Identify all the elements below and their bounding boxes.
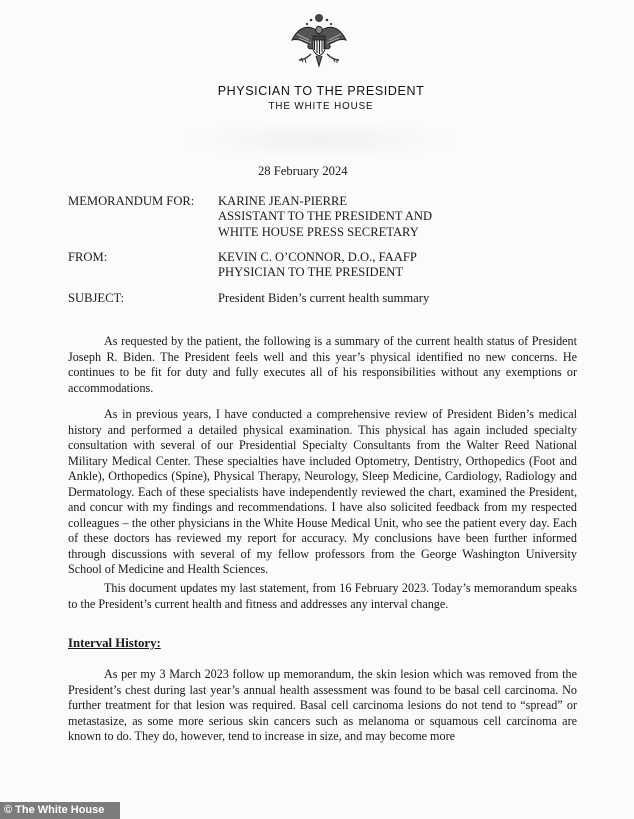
source-watermark (0, 802, 120, 819)
scan-shadow (180, 120, 460, 160)
letterhead-title: PHYSICIAN TO THE PRESIDENT (217, 84, 425, 98)
from-sender (218, 250, 417, 281)
memo-date: 28 February 2024 (258, 164, 348, 178)
recipient-line: WHITE HOUSE PRESS SECRETARY (218, 224, 419, 239)
watermark-text: © The White House (4, 804, 105, 816)
subject-text: President Biden’s current health summary (218, 291, 430, 305)
letterhead-subtitle: THE WHITE HOUSE (268, 101, 374, 112)
body-paragraph-summary: As requested by the patient, the following is a summary of the current health status of President Joseph R. Biden. The President feels well and this year’s physical identified no new concerns. He continues to be fit for duty and fully executes all of his responsibilities without any exemptions or accommodations. (68, 334, 577, 395)
sender-line: KEVIN C. O’CONNOR, D.O., FAAFP (218, 250, 417, 264)
memorandum-for-recipient (218, 194, 432, 240)
recipient-line: KARINE JEAN-PIERRE (218, 194, 348, 208)
body-paragraph-review: As in previous years, I have conducted a comprehensive review of President Biden’s medical history and performed a detailed physical examination. This physical has again included specialty consultation with several of our Presidential Specialty Consultants from the Walter Reed National Military Medical Center. These specialties have included Optometry, Dentistry, Orthopedics (Foot and Ankle), Orthopedics (Spine), Physical Therapy, Neurology, Sleep Medicine, Cardiology, Radiology and Dermatology. Each of these specialists have independently reviewed the chart, examined the President, and concur with my findings and recommendations. I have also solicited feedback from my respected colleagues – the other physicians in the White House Medical Unit, who see the patient every day. Each of these doctors has reviewed my report for accuracy. My conclusions have been further informed through discussions with several of my fellow professors from the George Washington University School of Medicine and Health Sciences. (68, 407, 577, 576)
section-heading-interval-history: Interval History: (68, 636, 161, 650)
body-paragraph-interval-history: As per my 3 March 2023 follow up memorandum, the skin lesion which was removed from the President’s chest during last year’s annual health assessment was found to be basal cell carcinoma. No further treatment for that lesion was required. Basal cell carcinoma lesions do not tend to “spread” or metastasize, as some more serious skin cancers such as melanoma or squamous cell carcinoma are known to do. They do, however, tend to increase in size, and may become more (68, 667, 577, 743)
body-paragraph-update: This document updates my last statement, from 16 February 2023. Today’s memorandum speaks to the President’s current health and fitness and addresses any interval change. (68, 581, 577, 611)
subject-label: SUBJECT: (68, 291, 125, 305)
presidential-seal-icon (289, 10, 349, 72)
recipient-line: ASSISTANT TO THE PRESIDENT AND (218, 209, 433, 224)
sender-line: PHYSICIAN TO THE PRESIDENT (218, 265, 404, 280)
from-label: FROM: (68, 250, 108, 264)
memorandum-for-label: MEMORANDUM FOR: (68, 194, 195, 208)
